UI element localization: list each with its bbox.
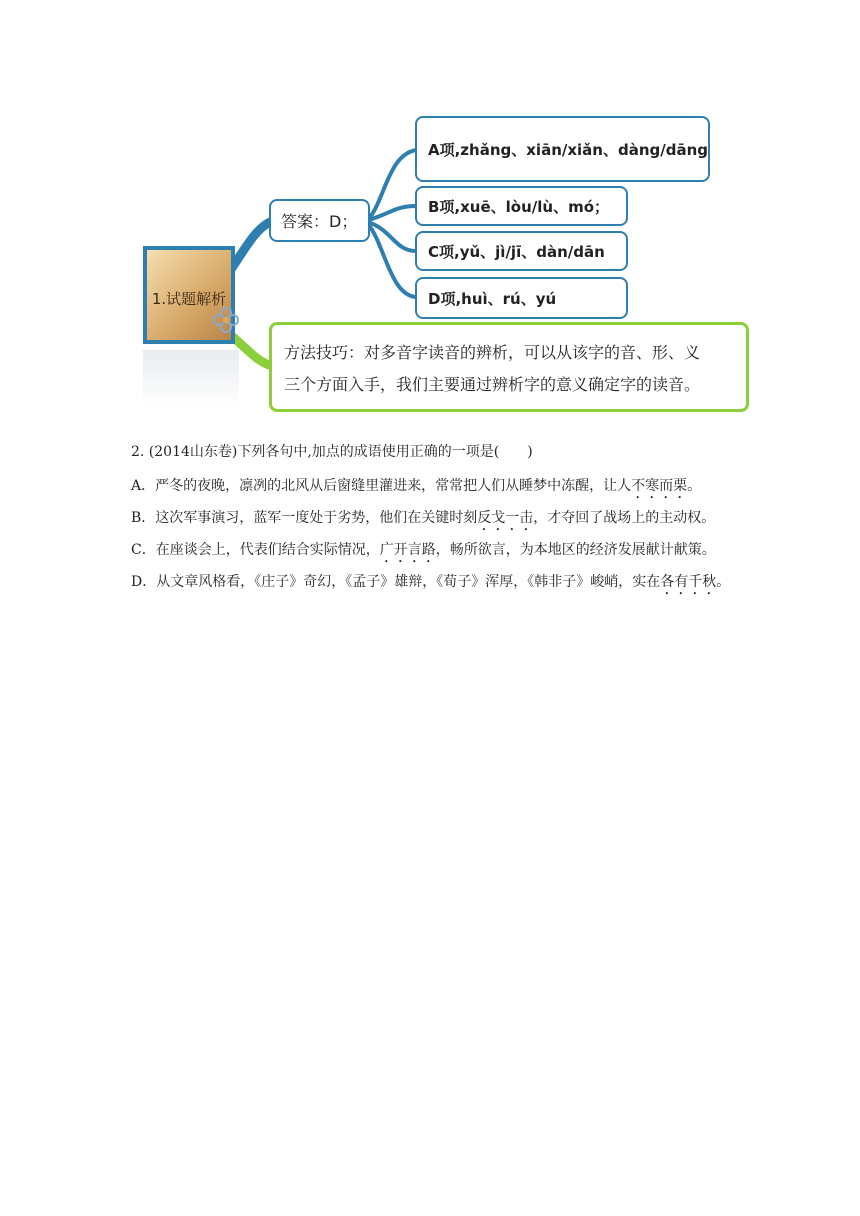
option-c-after: ，畅所欲言，为本地区的经济发展献计献策。 <box>435 542 716 558</box>
option-d-idiom: 各有千秋 <box>660 574 717 590</box>
answer-node: 答案：D； <box>269 199 370 242</box>
method-line-2: 三个方面入手，我们主要通过辨析字的意义确定字的读音。 <box>284 375 701 394</box>
root-label: 1.试题解析 <box>151 290 227 308</box>
option-b-before: B．这次军事演习，蓝军一度处于劣势，他们在关键时刻 <box>131 510 478 526</box>
option-d-text <box>131 566 731 598</box>
option-a-text <box>131 470 731 502</box>
branch-answer-d <box>368 224 416 297</box>
option-b-after: ，才夺回了战场上的主动权。 <box>533 510 716 526</box>
branch-root-answer <box>232 222 270 268</box>
option-b-node: B项,xuē、lòu/lù、mó； <box>415 186 628 226</box>
option-a-after: 。 <box>687 478 702 494</box>
option-a-before: A．严冬的夜晚，凛冽的北风从后窗缝里灌进来，常常把人们从睡梦中冻醒，让人 <box>131 478 632 494</box>
option-c-idiom: 广开言路 <box>379 542 436 558</box>
question-stem: 2. (2014山东卷)下列各句中,加点的成语使用正确的一项是( ) <box>131 444 533 460</box>
option-c-text <box>131 534 731 566</box>
option-b-text <box>131 502 731 534</box>
mind-map <box>0 0 860 420</box>
option-d-after: 。 <box>716 574 731 590</box>
option-a-node: A项,zhǎng、xiān/xiǎn、dàng/dāng <box>415 116 710 182</box>
option-c-before: C．在座谈会上，代表们结合实际情况， <box>131 542 380 558</box>
method-node <box>269 322 749 412</box>
question-block <box>131 436 731 598</box>
option-c-node: C项,yǔ、jì/jī、dàn/dān <box>415 231 628 271</box>
root-reflection <box>143 350 239 408</box>
option-b-idiom: 反戈一击 <box>477 510 534 526</box>
option-d-node: D项,huì、rú、yú <box>415 277 628 319</box>
method-line-1: 方法技巧：对多音字读音的辨析，可以从该字的音、形、义 <box>284 343 701 362</box>
flower-ornament-icon <box>212 306 240 334</box>
option-a-idiom: 不寒而栗 <box>631 478 688 494</box>
option-d-before: D．从文章风格看，《庄子》奇幻，《孟子》雄辩，《荀子》浑厚，《韩非子》峻峭，实在 <box>131 574 661 590</box>
